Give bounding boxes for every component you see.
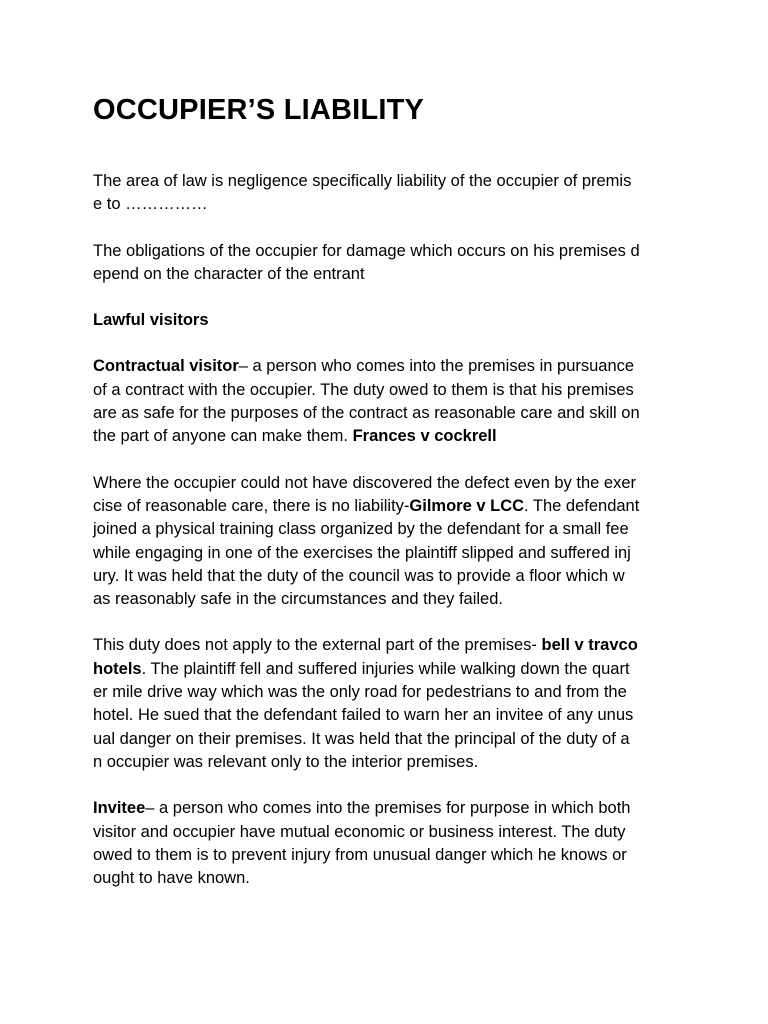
case-frances-v-cockrell: Frances v cockrell: [352, 427, 497, 446]
document-title: OCCUPIER’S LIABILITY: [93, 94, 425, 126]
bell-paragraph: [93, 634, 683, 774]
gilmore-text-a: Where the occupier could not have discovered the defect even by the exer cise of reasonable care, there is no liability-: [93, 473, 636, 515]
invitee-term: Invitee: [93, 799, 146, 818]
document-page: [93, 92, 683, 913]
gilmore-text-b: . The defendant joined a physical training class organized by the defendant for a small fee while engaging in one of the exercises the plaintiff slipped and suffered inj ury. It was held that the duty of the council was to provide a floor which w as reasonably safe in the circumstances and they failed.: [93, 496, 640, 609]
gilmore-paragraph: [93, 472, 683, 612]
contractual-visitor-paragraph: [93, 355, 683, 448]
contractual-visitor-term: Contractual visitor: [93, 357, 239, 376]
bell-text-b: . The plaintiff fell and suffered injuries while walking down the quart er mile drive way which was the only road for pedestrians to and from the hotel. He sued that the defendant failed to warn her an invitee of any unus ual danger on their premises. It was held that the principal of the duty of a n occupier was relevant only to the interior premises.: [93, 659, 634, 771]
case-bell-v-travco-hotels: bell v travco hotels: [93, 636, 638, 678]
invitee-paragraph: [93, 797, 683, 890]
obligations-paragraph: The obligations of the occupier for damage which occurs on his premises d epend on the character of the entrant: [93, 241, 640, 283]
contractual-visitor-text: – a person who comes into the premises in pursuance of a contract with the occupier. The duty owed to them is that his premises are as safe for the purposes of the contract as reasonable care and skill on the part of anyone can make them.: [93, 357, 640, 446]
intro-paragraph: The area of law is negligence specifically liability of the occupier of premis e to ……………: [93, 172, 632, 214]
lawful-visitors-heading: Lawful visitors: [93, 311, 209, 330]
case-gilmore-v-lcc: Gilmore v LCC: [409, 496, 525, 515]
bell-text-a: This duty does not apply to the external part of the premises-: [93, 636, 542, 655]
invitee-text: – a person who comes into the premises for purpose in which both visitor and occupier have mutual economic or business interest. The duty owed to them is to prevent injury from unusual danger which he knows or ought to have known.: [93, 799, 631, 888]
